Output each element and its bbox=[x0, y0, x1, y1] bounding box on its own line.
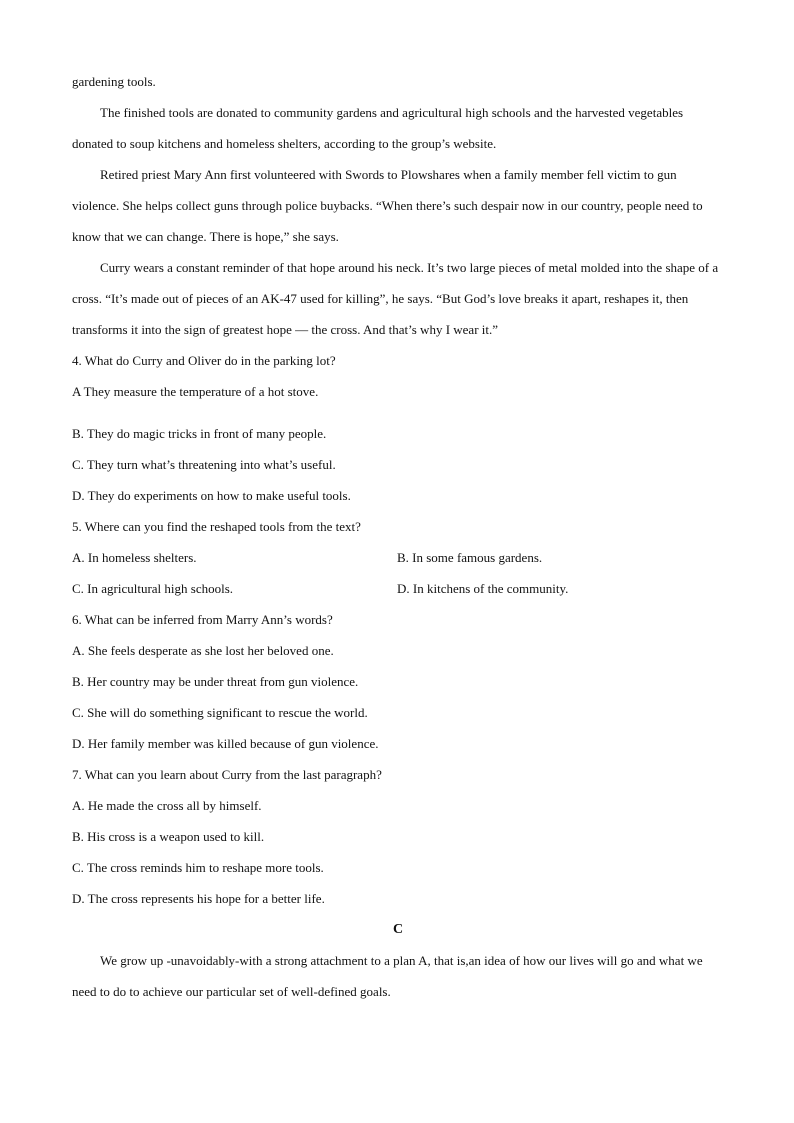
question-7-option-c: C. The cross reminds him to reshape more tools. bbox=[72, 860, 324, 875]
question-4-option-a: A They measure the temperature of a hot stove. bbox=[72, 384, 319, 399]
section-c-heading: C bbox=[392, 922, 404, 937]
question-7-option-a: A. He made the cross all by himself. bbox=[72, 798, 262, 813]
question-6-option-a: A. She feels desperate as she lost her beloved one. bbox=[72, 643, 334, 658]
question-4-stem: 4. What do Curry and Oliver do in the parking lot? bbox=[72, 353, 336, 368]
question-4-option-b: B. They do magic tricks in front of many people. bbox=[72, 426, 327, 441]
question-5-option-c: C. In agricultural high schools. bbox=[72, 581, 234, 596]
question-4-option-c: C. They turn what’s threatening into what’s useful. bbox=[72, 457, 336, 472]
section-c-paragraph-1: We grow up -unavoidably-with a strong attachment to a plan A, that is,an idea of how our lives will go and what we need to do to achieve our particular set of well-defined goals. bbox=[72, 953, 703, 999]
document-content bbox=[72, 66, 724, 1007]
question-7-stem: 7. What can you learn about Curry from the last paragraph? bbox=[72, 767, 382, 782]
question-5-option-b: B. In some famous gardens. bbox=[397, 550, 543, 565]
question-7-option-b: B. His cross is a weapon used to kill. bbox=[72, 829, 265, 844]
question-5-option-d: D. In kitchens of the community. bbox=[397, 581, 569, 596]
question-7-option-d: D. The cross represents his hope for a better life. bbox=[72, 891, 325, 906]
question-6-option-b: B. Her country may be under threat from gun violence. bbox=[72, 674, 359, 689]
question-6-stem: 6. What can be inferred from Marry Ann’s words? bbox=[72, 612, 333, 627]
question-5-option-a: A. In homeless shelters. bbox=[72, 550, 197, 565]
question-4-option-d: D. They do experiments on how to make useful tools. bbox=[72, 488, 351, 503]
question-5-options-row-2 bbox=[72, 573, 724, 604]
passage-paragraph-2: Retired priest Mary Ann first volunteered with Swords to Plowshares when a family member fell victim to gun violence. She helps collect guns through police buybacks. “When there’s such despair now in our country, people need to know that we can change. There is hope,” she says. bbox=[72, 167, 703, 244]
passage-line: gardening tools. bbox=[72, 74, 156, 89]
question-6-option-d: D. Her family member was killed because of gun violence. bbox=[72, 736, 379, 751]
question-5-stem: 5. Where can you find the reshaped tools from the text? bbox=[72, 519, 361, 534]
question-6-option-c: C. She will do something significant to rescue the world. bbox=[72, 705, 368, 720]
passage-paragraph-1: The finished tools are donated to community gardens and agricultural high schools and the harvested vegetables donated to soup kitchens and homeless shelters, according to the group’s website. bbox=[72, 105, 684, 151]
question-5-options-row-1 bbox=[72, 542, 724, 573]
passage-paragraph-3: Curry wears a constant reminder of that hope around his neck. It’s two large pieces of metal molded into the shape of a cross. “It’s made out of pieces of an AK-47 used for killing”, he says. “But God’s love breaks it apart, reshapes it, then transforms it into the sign of greatest hope — the cross. And that’s why I wear it.” bbox=[72, 260, 719, 337]
